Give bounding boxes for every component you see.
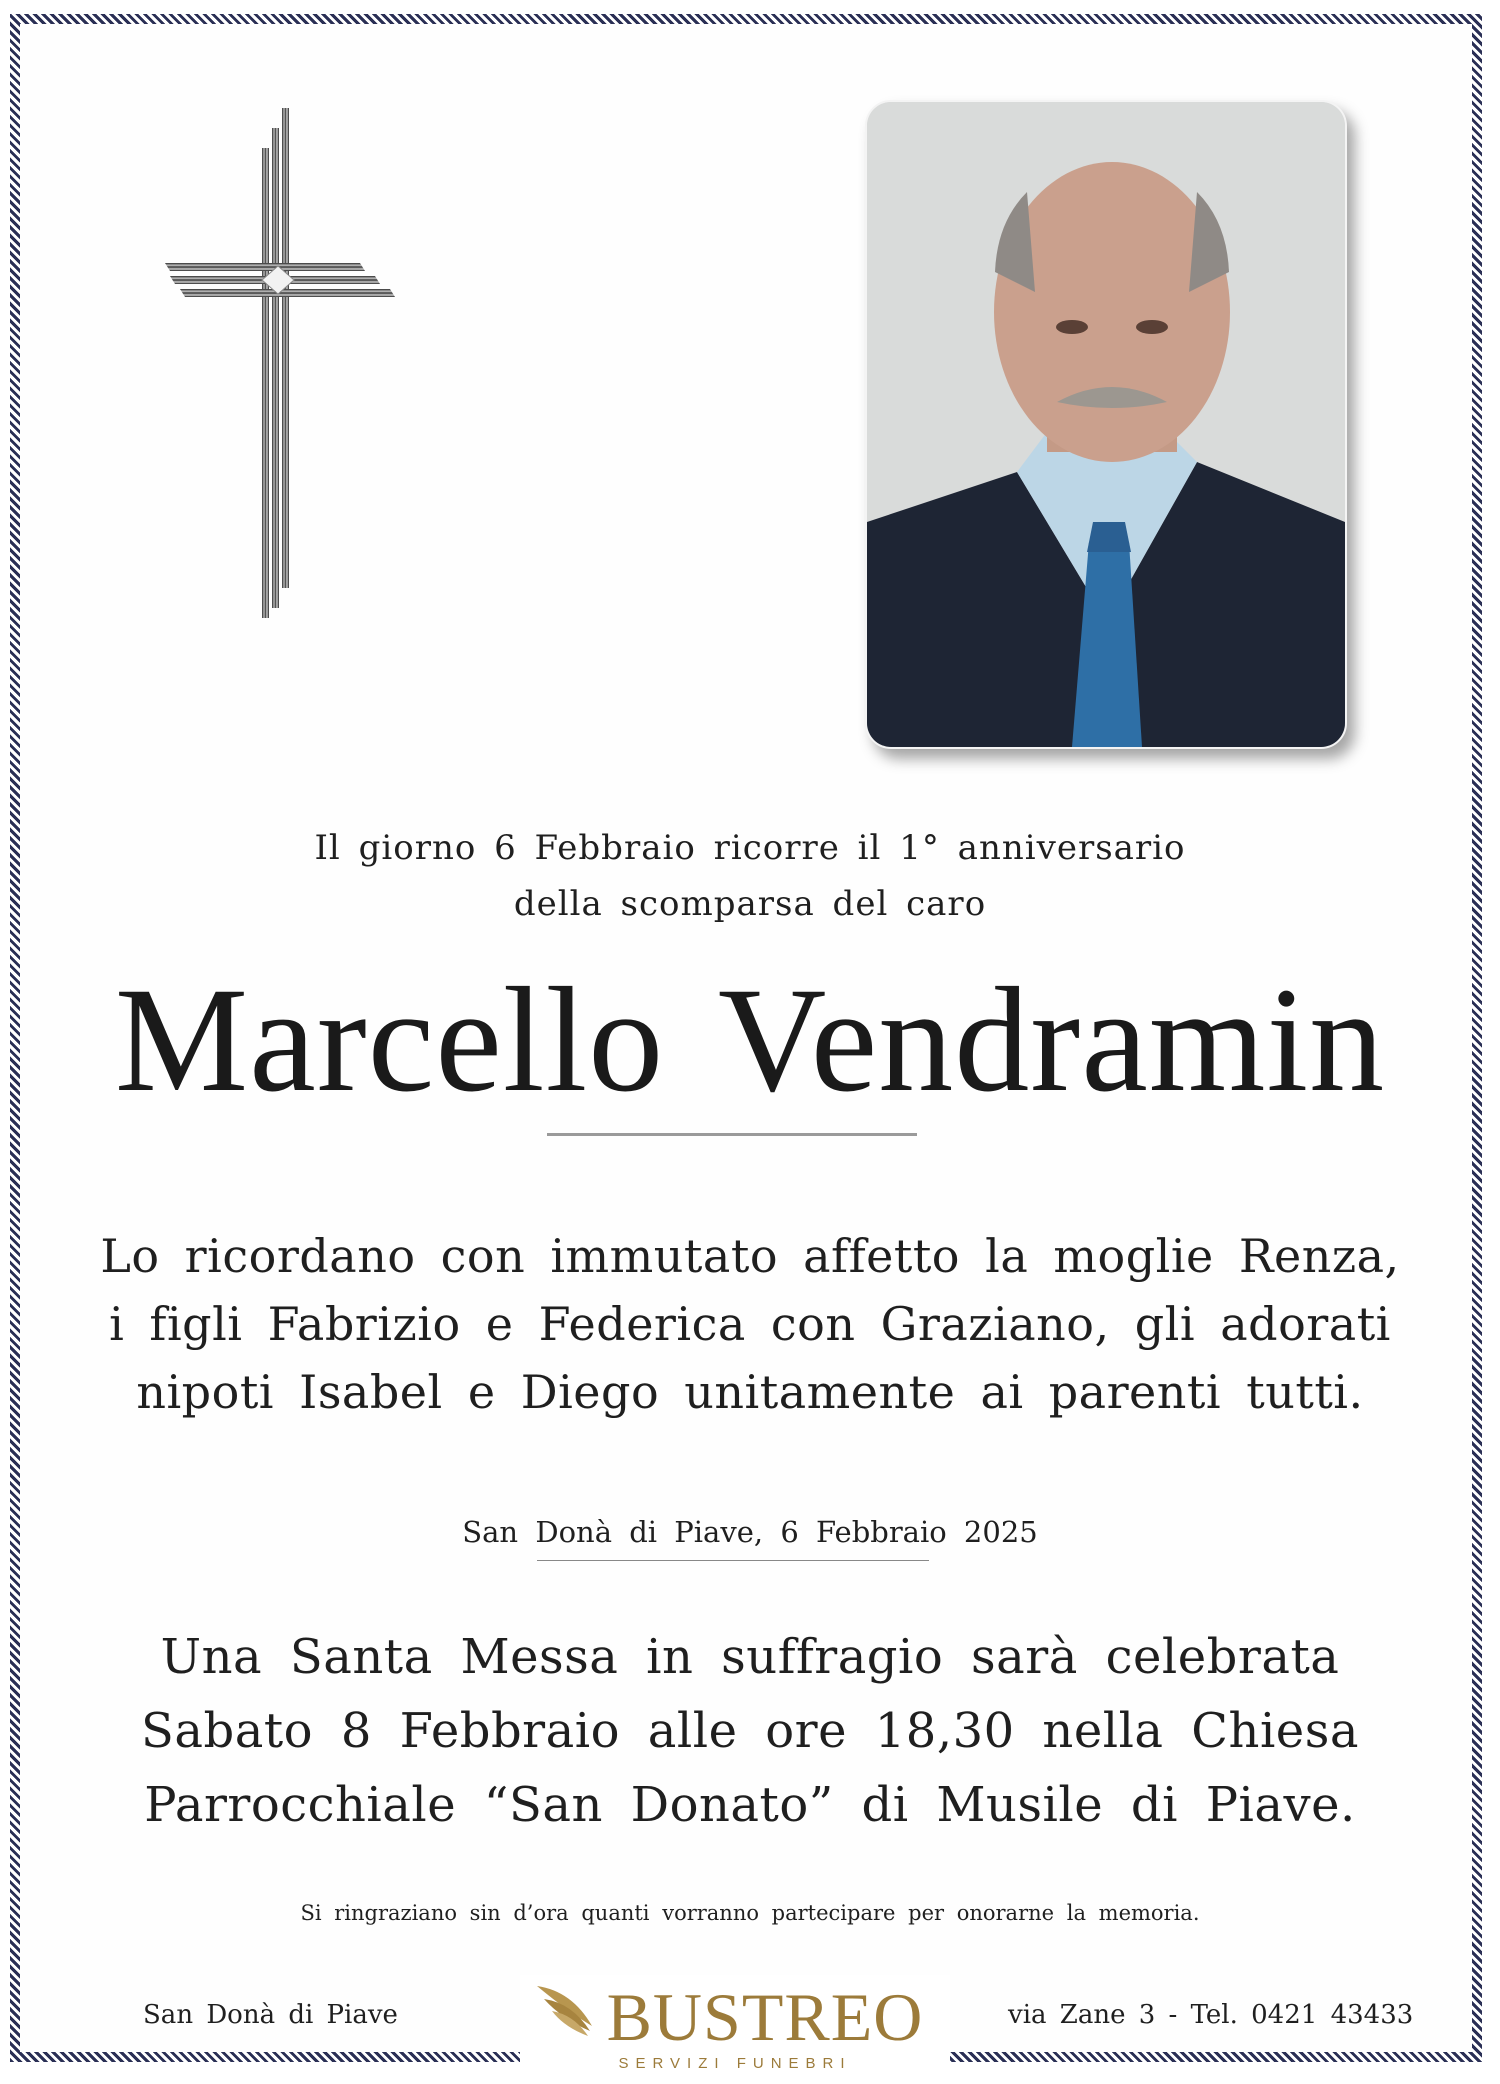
mass-announcement [0, 1620, 1500, 1842]
tribute-line-3: nipoti Isabel e Diego unitamente ai parenti tutti. [136, 1365, 1364, 1419]
intro-line-1: Il giorno 6 Febbraio ricorre il 1° anniversario [314, 828, 1186, 868]
mass-line-3: Parrocchiale “San Donato” di Musile di Piave. [144, 1777, 1356, 1833]
tribute-line-1: Lo ricordano con immutato affetto la moglie Renza, [100, 1229, 1400, 1283]
logo-subtitle: SERVIZI FUNEBRI [618, 2055, 852, 2072]
deceased-name: Marcello Vendramin [114, 957, 1386, 1123]
tribute-line-2: i figli Fabrizio e Federica con Graziano, gli adorati [109, 1297, 1391, 1351]
intro-text [0, 820, 1500, 932]
mass-line-1: Una Santa Messa in suffragio sarà celebrata [160, 1629, 1340, 1685]
footer-location: San Donà di Piave [143, 2000, 398, 2030]
funeral-home-logo [520, 1975, 950, 2080]
footer-contact: via Zane 3 - Tel. 0421 43433 [1008, 2000, 1414, 2030]
name-divider [547, 1133, 917, 1136]
intro-line-2: della scomparsa del caro [513, 884, 987, 924]
portrait-photo [865, 100, 1347, 749]
tribute-text [0, 1222, 1500, 1426]
place-date: San Donà di Piave, 6 Febbraio 2025 [462, 1515, 1038, 1549]
thanks-note: Si ringraziano sin d’ora quanti vorranno partecipare per onorarne la memoria. [300, 1901, 1200, 1925]
mass-line-2: Sabato 8 Febbraio alle ore 18,30 nella Chiesa [141, 1703, 1359, 1759]
cross-icon [160, 108, 420, 628]
date-underline [537, 1560, 929, 1561]
logo-name: BUSTREO [606, 1979, 924, 2055]
